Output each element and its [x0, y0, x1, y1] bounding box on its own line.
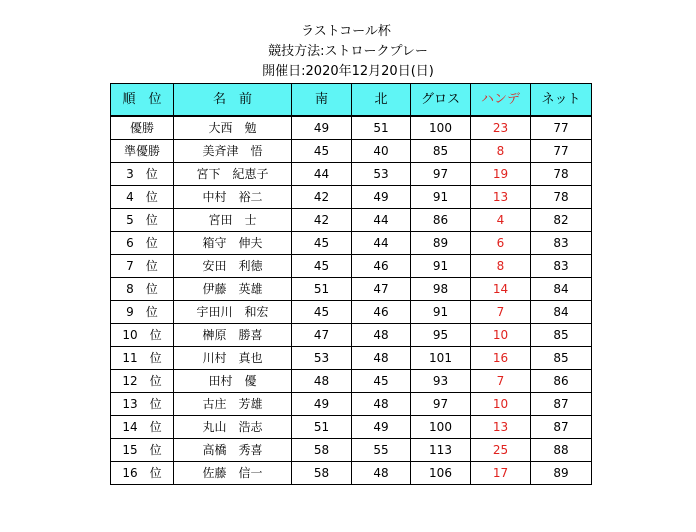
- name-cell: 宮下 紀恵子: [174, 163, 292, 186]
- gross-score-cell: 89: [411, 232, 471, 255]
- handicap-cell: 10: [471, 393, 531, 416]
- north-score-cell: 49: [352, 186, 411, 209]
- rank-cell: 8 位: [111, 278, 174, 301]
- gross-score-cell: 91: [411, 255, 471, 278]
- header-gross: グロス: [411, 84, 471, 117]
- gross-score-cell: 101: [411, 347, 471, 370]
- table-row: [111, 462, 592, 485]
- competition-method: 競技方法:ストロークプレー: [268, 44, 428, 59]
- north-score-cell: 47: [352, 278, 411, 301]
- net-score-cell: 83: [531, 255, 592, 278]
- net-score-cell: 83: [531, 232, 592, 255]
- rank-cell: 優勝: [111, 116, 174, 140]
- handicap-cell: 10: [471, 324, 531, 347]
- table-row: [111, 140, 592, 163]
- rank-cell: 14 位: [111, 416, 174, 439]
- handicap-cell: 7: [471, 370, 531, 393]
- name-cell: 箱守 伸夫: [174, 232, 292, 255]
- name-cell: 丸山 浩志: [174, 416, 292, 439]
- gross-score-cell: 98: [411, 278, 471, 301]
- handicap-cell: 13: [471, 416, 531, 439]
- name-cell: 大西 勉: [174, 116, 292, 140]
- south-score-cell: 58: [292, 439, 352, 462]
- net-score-cell: 78: [531, 163, 592, 186]
- document-header: [0, 22, 696, 82]
- name-cell: 宇田川 和宏: [174, 301, 292, 324]
- rank-cell: 10 位: [111, 324, 174, 347]
- name-cell: 佐藤 信一: [174, 462, 292, 485]
- north-score-cell: 44: [352, 232, 411, 255]
- south-score-cell: 45: [292, 255, 352, 278]
- results-body: [111, 116, 592, 485]
- table-row: [111, 163, 592, 186]
- name-cell: 榊原 勝喜: [174, 324, 292, 347]
- north-score-cell: 46: [352, 301, 411, 324]
- rank-cell: 15 位: [111, 439, 174, 462]
- results-table: [110, 83, 592, 485]
- north-score-cell: 45: [352, 370, 411, 393]
- handicap-cell: 17: [471, 462, 531, 485]
- rank-cell: 11 位: [111, 347, 174, 370]
- north-score-cell: 46: [352, 255, 411, 278]
- competition-title: ラストコール杯: [301, 24, 391, 39]
- table-row: [111, 116, 592, 140]
- header-north: 北: [352, 84, 411, 117]
- handicap-cell: 7: [471, 301, 531, 324]
- net-score-cell: 85: [531, 324, 592, 347]
- gross-score-cell: 97: [411, 163, 471, 186]
- gross-score-cell: 97: [411, 393, 471, 416]
- handicap-cell: 8: [471, 140, 531, 163]
- south-score-cell: 48: [292, 370, 352, 393]
- header-name: 名 前: [174, 84, 292, 117]
- handicap-cell: 13: [471, 186, 531, 209]
- gross-score-cell: 100: [411, 416, 471, 439]
- net-score-cell: 77: [531, 140, 592, 163]
- table-row: [111, 278, 592, 301]
- south-score-cell: 49: [292, 393, 352, 416]
- south-score-cell: 45: [292, 301, 352, 324]
- south-score-cell: 51: [292, 278, 352, 301]
- name-cell: 田村 優: [174, 370, 292, 393]
- rank-cell: 13 位: [111, 393, 174, 416]
- rank-cell: 6 位: [111, 232, 174, 255]
- table-row: [111, 324, 592, 347]
- south-score-cell: 51: [292, 416, 352, 439]
- net-score-cell: 84: [531, 278, 592, 301]
- north-score-cell: 53: [352, 163, 411, 186]
- handicap-cell: 23: [471, 116, 531, 140]
- name-cell: 美斉津 悟: [174, 140, 292, 163]
- north-score-cell: 48: [352, 347, 411, 370]
- name-cell: 高橋 秀喜: [174, 439, 292, 462]
- net-score-cell: 85: [531, 347, 592, 370]
- handicap-cell: 16: [471, 347, 531, 370]
- header-rank: 順 位: [111, 84, 174, 117]
- name-cell: 川村 真也: [174, 347, 292, 370]
- gross-score-cell: 91: [411, 186, 471, 209]
- table-row: [111, 186, 592, 209]
- north-score-cell: 55: [352, 439, 411, 462]
- header-south: 南: [292, 84, 352, 117]
- name-cell: 安田 利徳: [174, 255, 292, 278]
- north-score-cell: 51: [352, 116, 411, 140]
- header-row: [111, 84, 592, 117]
- table-row: [111, 370, 592, 393]
- gross-score-cell: 100: [411, 116, 471, 140]
- table-row: [111, 393, 592, 416]
- handicap-cell: 19: [471, 163, 531, 186]
- net-score-cell: 78: [531, 186, 592, 209]
- south-score-cell: 53: [292, 347, 352, 370]
- north-score-cell: 48: [352, 324, 411, 347]
- rank-cell: 16 位: [111, 462, 174, 485]
- name-cell: 中村 裕二: [174, 186, 292, 209]
- table-row: [111, 232, 592, 255]
- south-score-cell: 47: [292, 324, 352, 347]
- table-row: [111, 347, 592, 370]
- gross-score-cell: 113: [411, 439, 471, 462]
- table-row: [111, 255, 592, 278]
- header-handicap: ハンデ: [471, 84, 531, 117]
- rank-cell: 4 位: [111, 186, 174, 209]
- gross-score-cell: 93: [411, 370, 471, 393]
- handicap-cell: 25: [471, 439, 531, 462]
- handicap-cell: 8: [471, 255, 531, 278]
- net-score-cell: 84: [531, 301, 592, 324]
- rank-cell: 準優勝: [111, 140, 174, 163]
- table-row: [111, 209, 592, 232]
- net-score-cell: 82: [531, 209, 592, 232]
- rank-cell: 3 位: [111, 163, 174, 186]
- net-score-cell: 86: [531, 370, 592, 393]
- net-score-cell: 77: [531, 116, 592, 140]
- rank-cell: 5 位: [111, 209, 174, 232]
- net-score-cell: 87: [531, 416, 592, 439]
- gross-score-cell: 85: [411, 140, 471, 163]
- gross-score-cell: 86: [411, 209, 471, 232]
- south-score-cell: 42: [292, 209, 352, 232]
- south-score-cell: 42: [292, 186, 352, 209]
- name-cell: 古庄 芳雄: [174, 393, 292, 416]
- gross-score-cell: 106: [411, 462, 471, 485]
- north-score-cell: 40: [352, 140, 411, 163]
- handicap-cell: 6: [471, 232, 531, 255]
- net-score-cell: 88: [531, 439, 592, 462]
- header-net: ネット: [531, 84, 592, 117]
- north-score-cell: 48: [352, 393, 411, 416]
- net-score-cell: 89: [531, 462, 592, 485]
- gross-score-cell: 95: [411, 324, 471, 347]
- south-score-cell: 45: [292, 232, 352, 255]
- table-row: [111, 439, 592, 462]
- north-score-cell: 49: [352, 416, 411, 439]
- table-row: [111, 416, 592, 439]
- name-cell: 伊藤 英雄: [174, 278, 292, 301]
- south-score-cell: 45: [292, 140, 352, 163]
- south-score-cell: 58: [292, 462, 352, 485]
- table-row: [111, 301, 592, 324]
- gross-score-cell: 91: [411, 301, 471, 324]
- rank-cell: 12 位: [111, 370, 174, 393]
- handicap-cell: 14: [471, 278, 531, 301]
- competition-date: 開催日:2020年12月20日(日): [262, 64, 434, 79]
- name-cell: 宮田 士: [174, 209, 292, 232]
- rank-cell: 7 位: [111, 255, 174, 278]
- rank-cell: 9 位: [111, 301, 174, 324]
- handicap-cell: 4: [471, 209, 531, 232]
- south-score-cell: 44: [292, 163, 352, 186]
- north-score-cell: 48: [352, 462, 411, 485]
- south-score-cell: 49: [292, 116, 352, 140]
- net-score-cell: 87: [531, 393, 592, 416]
- north-score-cell: 44: [352, 209, 411, 232]
